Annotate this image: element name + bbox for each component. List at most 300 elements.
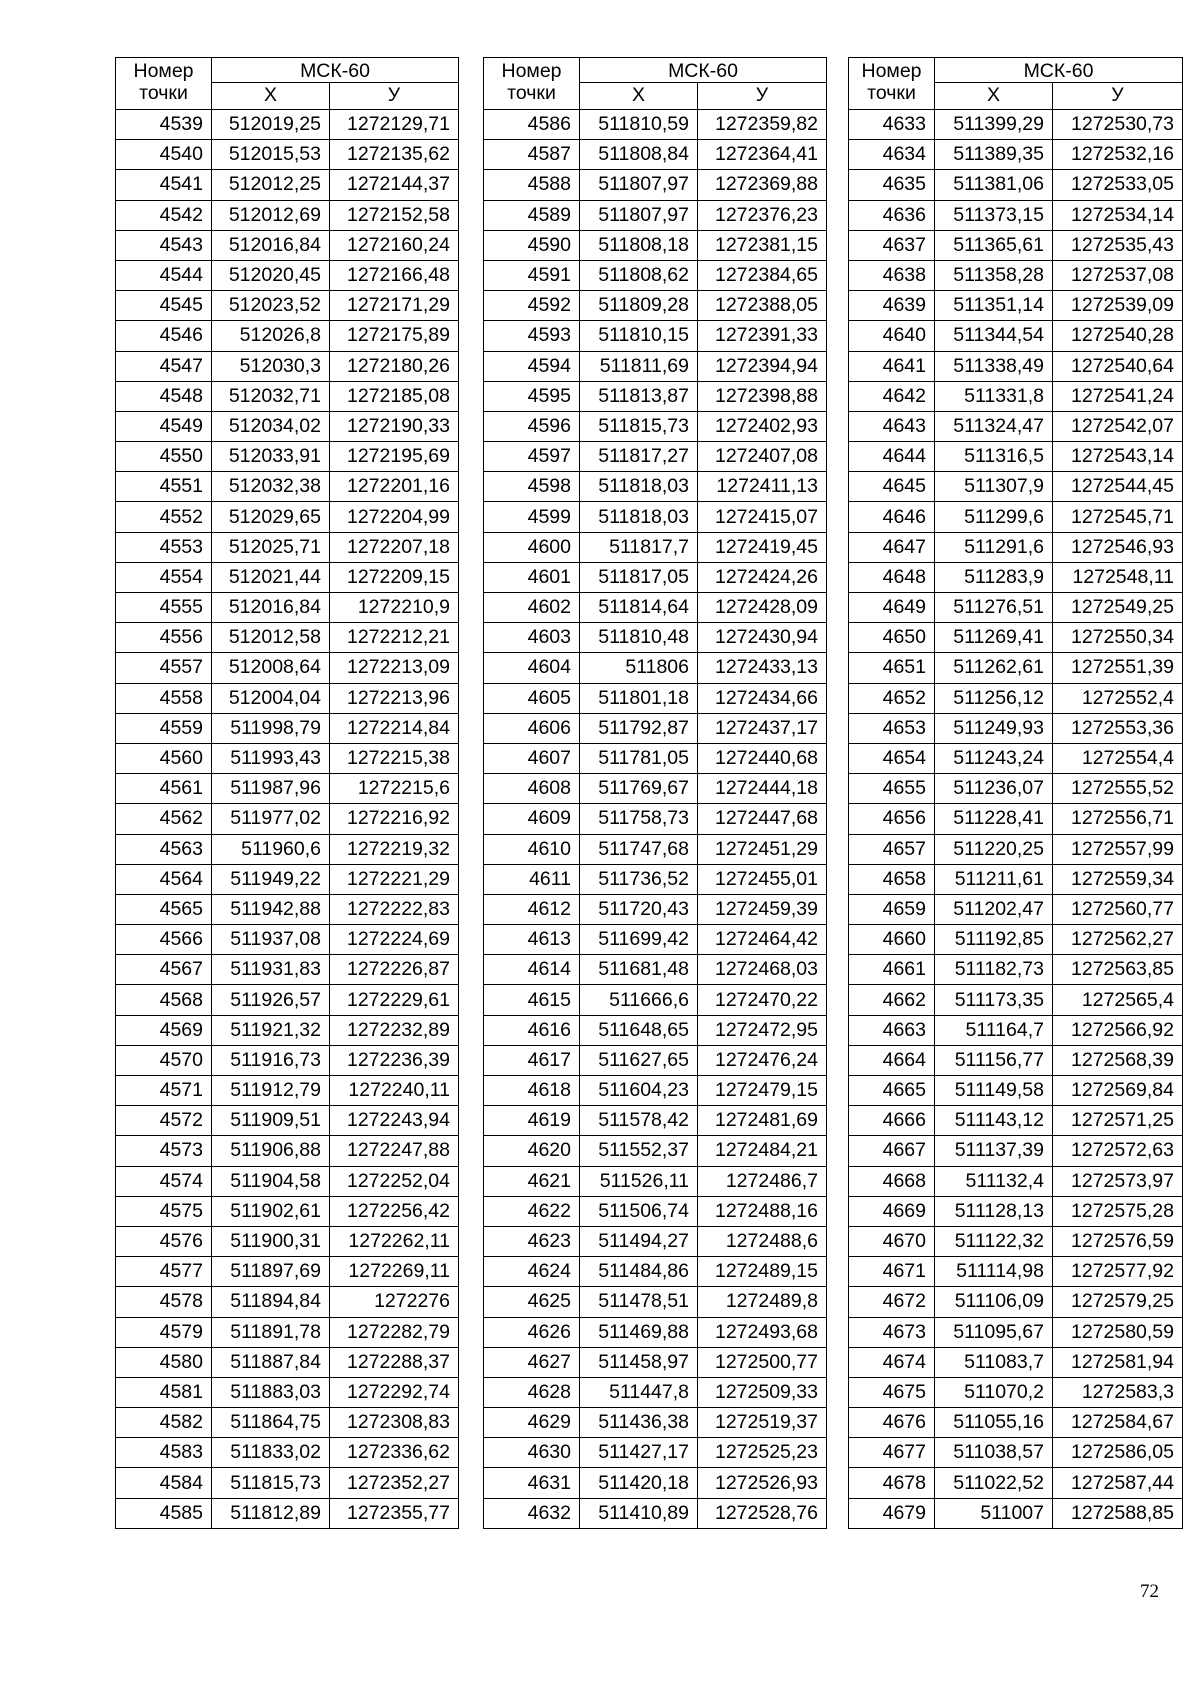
y-coordinate-cell: 1272579,25 [1053,1287,1183,1317]
x-coordinate-cell: 511344,54 [935,321,1053,351]
table-row [849,1347,1183,1377]
page-number: 72 [1140,1581,1159,1602]
point-number-cell: 4569 [116,1015,212,1045]
y-coordinate-cell: 1272528,76 [698,1498,827,1528]
x-coordinate-cell: 511812,89 [212,1498,330,1528]
y-coordinate-cell: 1272500,77 [698,1347,827,1377]
y-coordinate-cell: 1272526,93 [698,1468,827,1498]
table-row [484,985,827,1015]
table-row [849,381,1183,411]
table-row [484,321,827,351]
point-number-cell: 4585 [116,1498,212,1528]
point-number-cell: 4648 [849,562,935,592]
x-coordinate-cell: 511810,59 [580,110,698,140]
x-coordinate-cell: 512012,69 [212,200,330,230]
point-number-cell: 4670 [849,1226,935,1256]
point-number-header: Номер точки [849,58,935,110]
point-number-cell: 4642 [849,381,935,411]
x-coordinate-cell: 511262,61 [935,653,1053,683]
x-coordinate-cell: 511478,51 [580,1287,698,1317]
x-coordinate-cell: 511249,93 [935,713,1053,743]
coordinate-system-header: МСК-60 [580,58,827,83]
point-number-cell: 4637 [849,230,935,260]
y-coordinate-cell: 1272447,68 [698,804,827,834]
table-row [116,623,459,653]
point-number-cell: 4662 [849,985,935,1015]
point-number-cell: 4679 [849,1498,935,1528]
point-number-cell: 4615 [484,985,580,1015]
point-number-cell: 4544 [116,260,212,290]
x-coordinate-cell: 511458,97 [580,1347,698,1377]
y-coordinate-cell: 1272554,4 [1053,743,1183,773]
x-coordinate-cell: 511814,64 [580,593,698,623]
point-number-cell: 4556 [116,623,212,653]
y-coordinate-cell: 1272213,09 [330,653,459,683]
table-row [116,1045,459,1075]
y-coordinate-cell: 1272551,39 [1053,653,1183,683]
table-row [116,472,459,502]
x-coordinate-cell: 512025,71 [212,532,330,562]
y-coordinate-cell: 1272381,15 [698,230,827,260]
x-coordinate-cell: 511291,6 [935,532,1053,562]
y-coordinate-cell: 1272560,77 [1053,894,1183,924]
table-row [116,1226,459,1256]
point-number-cell: 4623 [484,1226,580,1256]
point-number-cell: 4606 [484,713,580,743]
point-number-cell: 4608 [484,774,580,804]
y-coordinate-cell: 1272437,17 [698,713,827,743]
table-row [116,1438,459,1468]
y-coordinate-cell: 1272539,09 [1053,291,1183,321]
table-row [484,472,827,502]
table-row [849,1226,1183,1256]
table-row [116,200,459,230]
point-number-cell: 4610 [484,834,580,864]
point-number-cell: 4678 [849,1468,935,1498]
point-number-cell: 4582 [116,1408,212,1438]
table-row [849,683,1183,713]
point-number-cell: 4652 [849,683,935,713]
table-row [484,1196,827,1226]
y-coordinate-cell: 1272557,99 [1053,834,1183,864]
y-coordinate-cell: 1272464,42 [698,925,827,955]
point-number-cell: 4644 [849,442,935,472]
x-coordinate-cell: 511114,98 [935,1257,1053,1287]
x-coordinate-cell: 511998,79 [212,713,330,743]
y-coordinate-cell: 1272571,25 [1053,1106,1183,1136]
table-row [484,1408,827,1438]
x-coordinate-cell: 512023,52 [212,291,330,321]
x-coordinate-cell: 512032,71 [212,381,330,411]
y-coordinate-cell: 1272221,29 [330,864,459,894]
y-coordinate-cell: 1272565,4 [1053,985,1183,1015]
table-row [849,230,1183,260]
x-coordinate-cell: 512015,53 [212,140,330,170]
point-number-cell: 4620 [484,1136,580,1166]
y-coordinate-cell: 1272479,15 [698,1076,827,1106]
point-number-cell: 4677 [849,1438,935,1468]
y-coordinate-cell: 1272424,26 [698,562,827,592]
x-coordinate-cell: 511681,48 [580,955,698,985]
y-coordinate-cell: 1272563,85 [1053,955,1183,985]
table-row [116,774,459,804]
x-coordinate-cell: 511494,27 [580,1226,698,1256]
table-row [116,381,459,411]
point-number-cell: 4640 [849,321,935,351]
x-coordinate-cell: 511007 [935,1498,1053,1528]
y-coordinate-cell: 1272548,11 [1053,562,1183,592]
table-row [849,140,1183,170]
point-number-cell: 4571 [116,1076,212,1106]
point-number-cell: 4540 [116,140,212,170]
point-number-cell: 4651 [849,653,935,683]
x-coordinate-cell: 512004,04 [212,683,330,713]
y-coordinate-cell: 1272587,44 [1053,1468,1183,1498]
y-coordinate-cell: 1272190,33 [330,411,459,441]
table-row [484,834,827,864]
table-row [849,804,1183,834]
table-row [484,1166,827,1196]
table-row [116,562,459,592]
coordinates-table-1 [115,57,459,1529]
x-coordinate-cell: 511818,03 [580,472,698,502]
point-number-cell: 4671 [849,1257,935,1287]
point-number-cell: 4541 [116,170,212,200]
x-coordinate-cell: 511807,97 [580,170,698,200]
y-coordinate-cell: 1272152,58 [330,200,459,230]
point-number-cell: 4604 [484,653,580,683]
y-coordinate-cell: 1272581,94 [1053,1347,1183,1377]
y-coordinate-cell: 1272175,89 [330,321,459,351]
table-row [849,1468,1183,1498]
y-coordinate-cell: 1272144,37 [330,170,459,200]
point-number-cell: 4665 [849,1076,935,1106]
table-row [116,502,459,532]
x-coordinate-cell: 511894,84 [212,1287,330,1317]
x-coordinate-cell: 511365,61 [935,230,1053,260]
y-coordinate-cell: 1272282,79 [330,1317,459,1347]
table-row [484,1076,827,1106]
table-row [116,140,459,170]
point-number-cell: 4676 [849,1408,935,1438]
point-number-cell: 4574 [116,1166,212,1196]
point-number-cell: 4660 [849,925,935,955]
x-coordinate-cell: 511324,47 [935,411,1053,441]
table-row [116,321,459,351]
x-coordinate-cell: 511552,37 [580,1136,698,1166]
point-number-cell: 4596 [484,411,580,441]
point-number-cell: 4580 [116,1347,212,1377]
x-coordinate-cell: 511143,12 [935,1106,1053,1136]
y-coordinate-cell: 1272129,71 [330,110,459,140]
table-row [116,834,459,864]
x-coordinate-cell: 511506,74 [580,1196,698,1226]
y-coordinate-cell: 1272166,48 [330,260,459,290]
x-coordinate-cell: 511358,28 [935,260,1053,290]
x-coordinate-cell: 511891,78 [212,1317,330,1347]
point-number-cell: 4609 [484,804,580,834]
point-number-cell: 4560 [116,743,212,773]
y-header: У [330,83,459,110]
x-coordinate-cell: 512016,84 [212,230,330,260]
point-number-cell: 4555 [116,593,212,623]
x-coordinate-cell: 511648,65 [580,1015,698,1045]
y-coordinate-cell: 1272288,37 [330,1347,459,1377]
y-coordinate-cell: 1272247,88 [330,1136,459,1166]
point-number-cell: 4664 [849,1045,935,1075]
y-coordinate-cell: 1272584,67 [1053,1408,1183,1438]
table-row [484,411,827,441]
table-row [484,1377,827,1407]
x-coordinate-cell: 511236,07 [935,774,1053,804]
point-number-cell: 4581 [116,1377,212,1407]
x-coordinate-cell: 511993,43 [212,743,330,773]
y-coordinate-cell: 1272586,05 [1053,1438,1183,1468]
point-number-cell: 4572 [116,1106,212,1136]
table-row [849,411,1183,441]
y-coordinate-cell: 1272550,34 [1053,623,1183,653]
point-number-cell: 4667 [849,1136,935,1166]
y-coordinate-cell: 1272262,11 [330,1226,459,1256]
table-row [849,442,1183,472]
x-coordinate-cell: 511256,12 [935,683,1053,713]
y-coordinate-cell: 1272213,96 [330,683,459,713]
y-coordinate-cell: 1272534,14 [1053,200,1183,230]
y-coordinate-cell: 1272219,32 [330,834,459,864]
point-number-cell: 4649 [849,593,935,623]
table-row [484,713,827,743]
point-number-cell: 4592 [484,291,580,321]
x-coordinate-cell: 511810,15 [580,321,698,351]
x-coordinate-cell: 511269,41 [935,623,1053,653]
table-row [484,562,827,592]
y-coordinate-cell: 1272394,94 [698,351,827,381]
x-coordinate-cell: 511900,31 [212,1226,330,1256]
table-row [484,774,827,804]
x-coordinate-cell: 511912,79 [212,1076,330,1106]
point-number-cell: 4675 [849,1377,935,1407]
x-coordinate-cell: 511192,85 [935,925,1053,955]
y-coordinate-cell: 1272391,33 [698,321,827,351]
y-header: У [1053,83,1183,110]
y-coordinate-cell: 1272540,28 [1053,321,1183,351]
x-coordinate-cell: 511815,73 [580,411,698,441]
point-number-cell: 4628 [484,1377,580,1407]
table-row [484,502,827,532]
table-row [116,1015,459,1045]
x-coordinate-cell: 511902,61 [212,1196,330,1226]
table-row [849,472,1183,502]
point-number-cell: 4619 [484,1106,580,1136]
y-coordinate-cell: 1272530,73 [1053,110,1183,140]
table-row [484,1015,827,1045]
x-coordinate-cell: 511987,96 [212,774,330,804]
y-coordinate-cell: 1272411,13 [698,472,827,502]
x-coordinate-cell: 511149,58 [935,1076,1053,1106]
y-coordinate-cell: 1272160,24 [330,230,459,260]
x-coordinate-cell: 511897,69 [212,1257,330,1287]
point-number-header: Номер точки [116,58,212,110]
y-coordinate-cell: 1272216,92 [330,804,459,834]
table-row [484,593,827,623]
table-row [116,532,459,562]
table-row [484,1045,827,1075]
x-coordinate-cell: 511331,8 [935,381,1053,411]
y-coordinate-cell: 1272376,23 [698,200,827,230]
x-coordinate-cell: 511083,7 [935,1347,1053,1377]
point-number-cell: 4543 [116,230,212,260]
y-coordinate-cell: 1272398,88 [698,381,827,411]
table-row [849,743,1183,773]
point-number-cell: 4575 [116,1196,212,1226]
x-coordinate-cell: 511604,23 [580,1076,698,1106]
point-number-cell: 4599 [484,502,580,532]
point-number-cell: 4617 [484,1045,580,1075]
table-row [849,351,1183,381]
point-number-cell: 4550 [116,442,212,472]
y-header: У [698,83,827,110]
point-number-cell: 4567 [116,955,212,985]
point-number-cell: 4564 [116,864,212,894]
table-row [484,532,827,562]
point-number-cell: 4614 [484,955,580,985]
x-coordinate-cell: 512008,64 [212,653,330,683]
x-coordinate-cell: 511436,38 [580,1408,698,1438]
x-coordinate-cell: 511977,02 [212,804,330,834]
y-coordinate-cell: 1272455,01 [698,864,827,894]
point-number-cell: 4551 [116,472,212,502]
x-coordinate-cell: 511806 [580,653,698,683]
x-coordinate-cell: 511818,03 [580,502,698,532]
table-row [116,1287,459,1317]
point-number-cell: 4607 [484,743,580,773]
table-row [849,291,1183,321]
point-number-cell: 4542 [116,200,212,230]
x-coordinate-cell: 512020,45 [212,260,330,290]
table-row [116,894,459,924]
coordinates-table-2 [483,57,827,1529]
y-coordinate-cell: 1272553,36 [1053,713,1183,743]
point-number-cell: 4558 [116,683,212,713]
x-coordinate-cell: 511811,69 [580,351,698,381]
table-row [849,200,1183,230]
table-row [849,502,1183,532]
x-coordinate-cell: 512029,65 [212,502,330,532]
point-number-cell: 4611 [484,864,580,894]
y-coordinate-cell: 1272533,05 [1053,170,1183,200]
point-number-cell: 4626 [484,1317,580,1347]
y-coordinate-cell: 1272488,16 [698,1196,827,1226]
point-number-cell: 4641 [849,351,935,381]
y-coordinate-cell: 1272549,25 [1053,593,1183,623]
x-coordinate-cell: 511817,27 [580,442,698,472]
x-coordinate-cell: 511022,52 [935,1468,1053,1498]
point-number-cell: 4621 [484,1166,580,1196]
y-coordinate-cell: 1272556,71 [1053,804,1183,834]
table-row [484,1438,827,1468]
x-coordinate-cell: 511699,42 [580,925,698,955]
y-coordinate-cell: 1272577,92 [1053,1257,1183,1287]
x-coordinate-cell: 511276,51 [935,593,1053,623]
x-coordinate-cell: 511833,02 [212,1438,330,1468]
x-coordinate-cell: 511813,87 [580,381,698,411]
x-coordinate-cell: 511106,09 [935,1287,1053,1317]
y-coordinate-cell: 1272135,62 [330,140,459,170]
x-coordinate-cell: 511410,89 [580,1498,698,1528]
x-coordinate-cell: 511883,03 [212,1377,330,1407]
y-coordinate-cell: 1272240,11 [330,1076,459,1106]
y-coordinate-cell: 1272352,27 [330,1468,459,1498]
x-coordinate-cell: 511808,62 [580,260,698,290]
y-coordinate-cell: 1272540,64 [1053,351,1183,381]
point-number-cell: 4553 [116,532,212,562]
x-coordinate-cell: 511809,28 [580,291,698,321]
y-coordinate-cell: 1272519,37 [698,1408,827,1438]
y-coordinate-cell: 1272369,88 [698,170,827,200]
point-number-cell: 4643 [849,411,935,441]
table-row [849,1317,1183,1347]
table-row [116,1257,459,1287]
x-coordinate-cell: 511808,84 [580,140,698,170]
y-coordinate-cell: 1272575,28 [1053,1196,1183,1226]
y-coordinate-cell: 1272204,99 [330,502,459,532]
y-coordinate-cell: 1272364,41 [698,140,827,170]
point-number-cell: 4583 [116,1438,212,1468]
point-number-cell: 4634 [849,140,935,170]
point-number-cell: 4566 [116,925,212,955]
point-number-cell: 4552 [116,502,212,532]
x-coordinate-cell: 511156,77 [935,1045,1053,1075]
table-row [484,110,827,140]
x-coordinate-cell: 511283,9 [935,562,1053,592]
y-coordinate-cell: 1272269,11 [330,1257,459,1287]
point-number-cell: 4602 [484,593,580,623]
point-number-cell: 4647 [849,532,935,562]
x-coordinate-cell: 511921,32 [212,1015,330,1045]
point-number-header: Номер точки [484,58,580,110]
table-row [484,1257,827,1287]
x-coordinate-cell: 511381,06 [935,170,1053,200]
point-number-cell: 4562 [116,804,212,834]
coordinates-table-3 [848,57,1183,1529]
table-row [484,1317,827,1347]
table-row [484,140,827,170]
table-row [116,925,459,955]
table-row [484,291,827,321]
y-coordinate-cell: 1272229,61 [330,985,459,1015]
point-number-cell: 4549 [116,411,212,441]
point-number-cell: 4565 [116,894,212,924]
y-coordinate-cell: 1272569,84 [1053,1076,1183,1106]
x-coordinate-cell: 511351,14 [935,291,1053,321]
x-coordinate-cell: 511758,73 [580,804,698,834]
table-row [849,864,1183,894]
point-number-cell: 4624 [484,1257,580,1287]
x-coordinate-cell: 511128,13 [935,1196,1053,1226]
table-row [849,1257,1183,1287]
table-row [849,713,1183,743]
table-row [484,230,827,260]
point-number-cell: 4630 [484,1438,580,1468]
y-coordinate-cell: 1272583,3 [1053,1377,1183,1407]
point-number-cell: 4633 [849,110,935,140]
x-coordinate-cell: 511526,11 [580,1166,698,1196]
x-coordinate-cell: 511070,2 [935,1377,1053,1407]
x-coordinate-cell: 511173,35 [935,985,1053,1015]
table-row [116,230,459,260]
table-row [849,1438,1183,1468]
table-row [484,955,827,985]
